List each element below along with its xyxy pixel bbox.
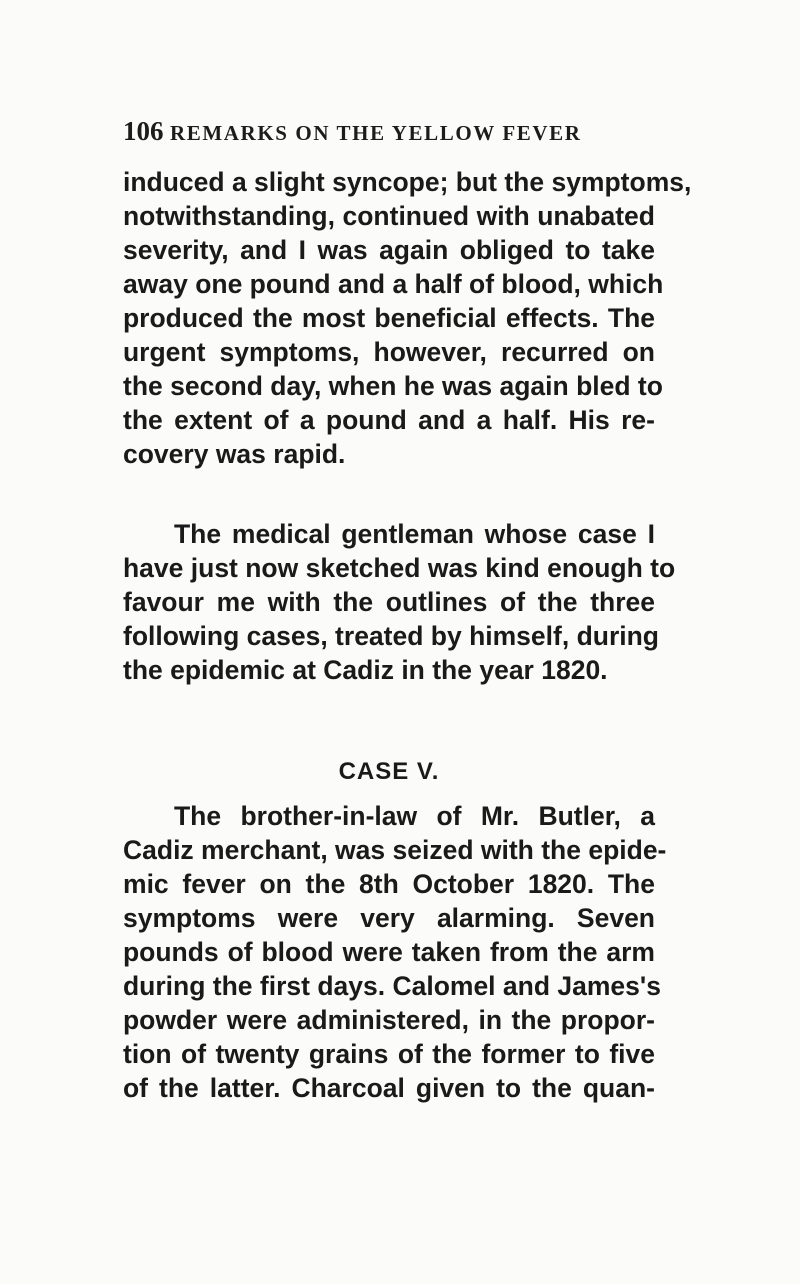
page-header xyxy=(123,116,655,148)
text-line: tion of twenty grains of the former to five xyxy=(123,1039,655,1069)
text-line: have just now sketched was kind enough to xyxy=(123,553,676,583)
text-line: urgent symptoms, however, recurred on xyxy=(123,337,655,367)
text-line: powder were administered, in the propor- xyxy=(123,1005,655,1035)
text-line: of the latter. Charcoal given to the quan- xyxy=(123,1073,655,1103)
text-line: following cases, treated by himself, during xyxy=(123,621,659,651)
text-line: The medical gentleman whose case I xyxy=(174,519,655,549)
text-line: induced a slight syncope; but the symptoms, xyxy=(123,167,692,197)
text-line: notwithstanding, continued with unabated xyxy=(123,201,655,231)
text-line: produced the most beneficial effects. The xyxy=(123,303,655,333)
text-line: during the first days. Calomel and James's xyxy=(123,971,661,1001)
text-line: symptoms were very alarming. Seven xyxy=(123,903,655,933)
page-number: 106 xyxy=(123,116,164,146)
text-line: The brother-in-law of Mr. Butler, a xyxy=(174,801,655,831)
text-line: mic fever on the 8th October 1820. The xyxy=(123,869,655,899)
text-line: covery was rapid. xyxy=(123,439,346,469)
running-head: REMARKS ON THE YELLOW FEVER xyxy=(170,121,582,145)
text-line: the second day, when he was again bled to xyxy=(123,371,663,401)
text-line: pounds of blood were taken from the arm xyxy=(123,937,655,967)
text-line: favour me with the outlines of the three xyxy=(123,587,655,617)
text-line: away one pound and a half of blood, which xyxy=(123,269,664,299)
case-heading: CASE V. xyxy=(338,758,440,785)
text-line: severity, and I was again obliged to take xyxy=(123,235,655,265)
text-line: the extent of a pound and a half. His re- xyxy=(123,405,655,435)
text-line: the epidemic at Cadiz in the year 1820. xyxy=(123,655,608,685)
text-line: Cadiz merchant, was seized with the epide- xyxy=(123,835,667,865)
